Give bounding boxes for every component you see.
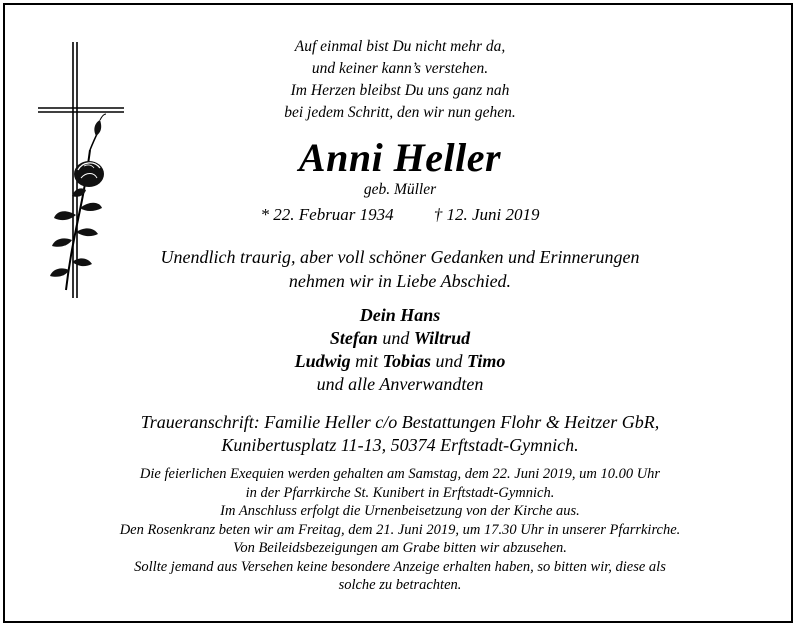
mourner-line: und alle Anverwandten [316,374,484,394]
birth-name: geb. Müller [363,181,437,198]
poem [0,36,800,124]
grief-line: Unendlich traurig, aber voll schöner Gedanken und Erinnerungen [160,247,640,267]
deceased-name: Anni Heller [298,135,502,180]
mourning-address [0,411,800,457]
service-details [0,465,800,595]
details-line: in der Pfarrkirche St. Kunibert in Erftstadt-Gymnich. [245,484,555,501]
poem-line: bei jedem Schritt, den wir nun gehen. [284,104,516,121]
details-line: Im Anschluss erfolgt die Urnenbeisetzung von der Kirche aus. [220,503,580,519]
details-line: Die feierlichen Exequien werden gehalten am Samstag, dem 22. Juni 2019, um 10.00 Uhr [139,466,661,482]
details-line: Den Rosenkranz beten wir am Freitag, dem 21. Juni 2019, um 17.30 Uhr in unserer Pfarrkirche. [119,521,681,538]
poem-line: Auf einmal bist Du nicht mehr da, [294,38,506,55]
address-line: Kunibertusplatz 11-13, 50374 Erftstadt-Gymnich. [221,435,579,455]
details-line: solche zu betrachten. [338,577,462,593]
details-line: Sollte jemand aus Versehen keine besondere Anzeige erhalten haben, so bitten wir, diese als [134,558,666,575]
birth-date: * 22. Februar 1934 [260,205,394,224]
mourner-line: Stefan und Wiltrud [329,328,471,348]
address-line: Traueranschrift: Familie Heller c/o Bestattungen Flohr & Heitzer GbR, [140,412,660,432]
death-date: † 12. Juni 2019 [433,205,540,224]
poem-line: und keiner kann’s verstehen. [311,60,489,77]
grief-message [0,245,800,293]
mourner-line: Ludwig mit Tobias und Timo [294,351,506,371]
life-dates [0,204,800,226]
mourners [0,304,800,396]
details-line: Von Beileidsbezeigungen am Grabe bitten wir abzusehen. [233,540,567,556]
mourner-line: Dein Hans [359,305,441,325]
poem-line: Im Herzen bleibst Du uns ganz nah [290,82,510,99]
grief-line: nehmen wir in Liebe Abschied. [288,271,512,291]
